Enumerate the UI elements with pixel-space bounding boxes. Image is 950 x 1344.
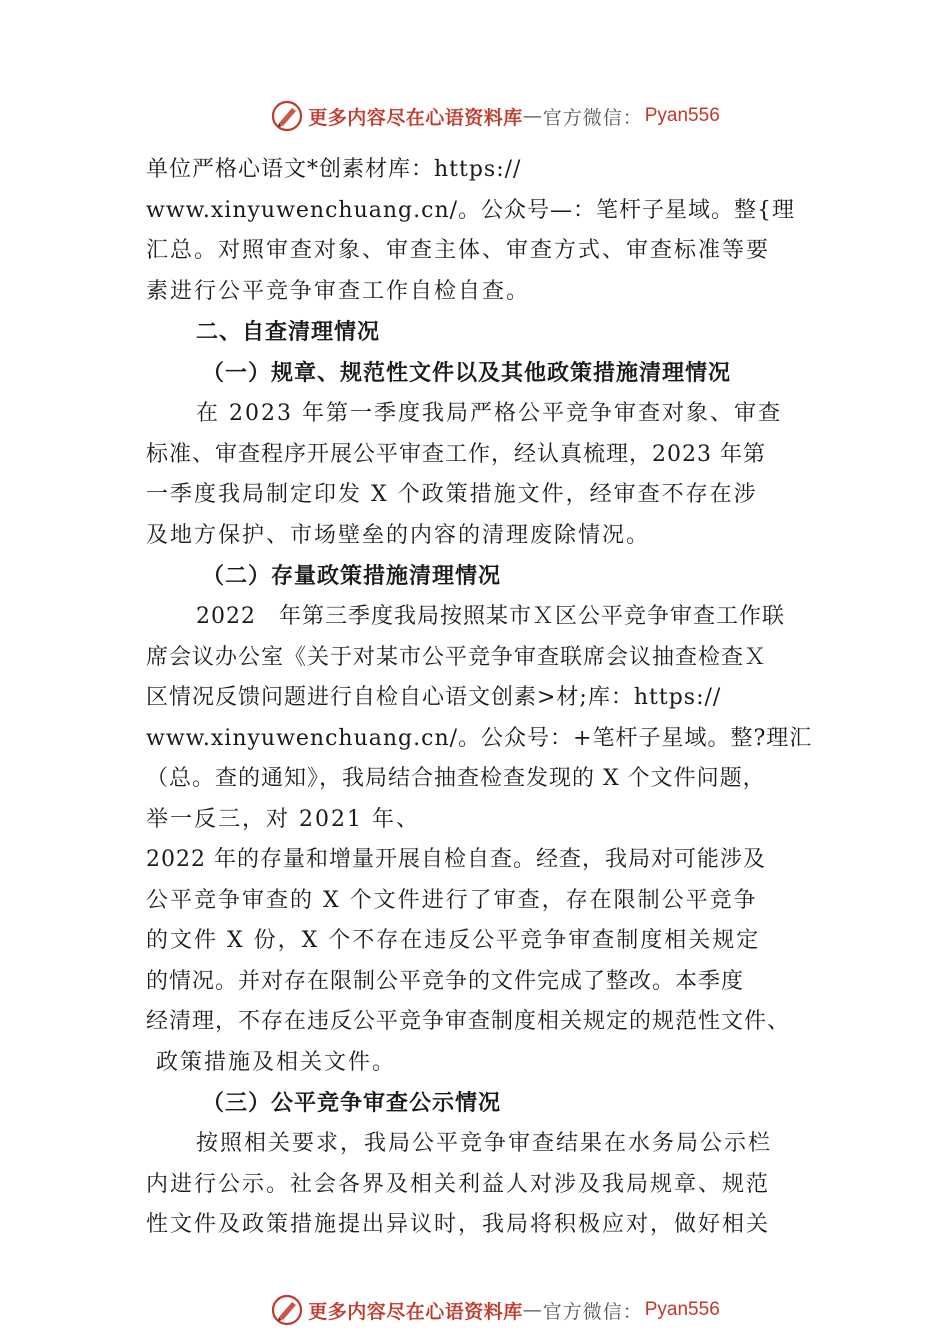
- body-line: 及地方保护、市场壁垒的内容的清理废除情况。: [146, 522, 651, 548]
- banner-wechat-id: Pyan556: [644, 1299, 720, 1320]
- subsection-heading: （二）存量政策措施清理情况: [202, 564, 502, 589]
- body-line: （总。查的通知》，我局结合抽查检查发现的 X 个文件问题，: [146, 766, 766, 791]
- body-line: 单位严格心语文*创素材库：https://: [146, 157, 522, 182]
- header-watermark-banner: [0, 96, 950, 136]
- body-line: 在 2023 年第一季度我局严格公平竞争审查对象、审查: [196, 401, 782, 426]
- body-line: 2022 年的存量和增量开展自检自查。经查，我局对可能涉及: [146, 847, 766, 872]
- body-line: 公平竞争审查的 X 个文件进行了审查，存在限制公平竞争: [146, 887, 758, 913]
- body-line: 席会议办公室《关于对某市公平竞争审查联席会议抽查检查Ｘ: [146, 644, 768, 670]
- banner-wechat-label: 官方微信：: [542, 1300, 643, 1323]
- body-line: 标准、审查程序开展公平审查工作，经认真梳理，2023 年第: [146, 441, 766, 467]
- body-line: 素进行公平竞争审查工作自检自查。: [146, 278, 531, 304]
- banner-brand-text: 更多内容尽在心语资料库: [308, 106, 523, 129]
- body-line: 按照相关要求，我局公平竞争审查结果在水务局公示栏: [196, 1131, 773, 1156]
- body-line: 一季度我局制定印发 X 个政策措施文件，经审查不存在涉: [146, 482, 758, 507]
- subsection-heading: （一）规章、规范性文件以及其他政策措施清理情况: [202, 361, 732, 386]
- body-line: 区情况反馈问题进行自检自心语文创素>材;库：https://: [146, 685, 722, 710]
- footer-watermark-banner: [0, 1290, 950, 1330]
- body-line: www.xinyuwenchuang.cn/。公众号—：笔杆子星域。整{理: [146, 197, 796, 223]
- body-line: 内进行公示。社会各界及相关利益人对涉及我局规章、规范: [146, 1171, 771, 1197]
- pen-logo-icon: [270, 1293, 304, 1327]
- banner-dash: —: [522, 1299, 543, 1321]
- body-line: www.xinyuwenchuang.cn/。公众号：+笔杆子星域。整?理汇: [146, 725, 813, 751]
- body-line: 政策措施及相关文件。: [156, 1049, 397, 1075]
- body-line: 举一反三，对 2021 年、: [146, 806, 420, 832]
- document-body: [146, 150, 836, 1246]
- section-heading: 二、自查清理情况: [196, 320, 381, 345]
- subsection-heading: （三）公平竞争审查公示情况: [202, 1091, 502, 1116]
- banner-dash: —: [522, 105, 543, 127]
- body-line: 汇总。对照审查对象、审查主体、审查方式、审查标准等要: [146, 238, 771, 263]
- banner-wechat-id: Pyan556: [644, 105, 720, 126]
- body-line: 2022 年第三季度我局按照某市Ｘ区公平竞争审查工作联: [196, 604, 785, 629]
- body-line: 的情况。并对存在限制公平竞争的文件完成了整改。本季度: [146, 968, 745, 994]
- body-line: 经清理，不存在违反公平竞争审查制度相关规定的规范性文件、: [146, 1009, 791, 1034]
- banner-wechat-label: 官方微信：: [542, 106, 643, 129]
- body-line: 性文件及政策措施提出异议时，我局将积极应对，做好相关: [146, 1212, 771, 1237]
- pen-logo-icon: [270, 99, 304, 133]
- body-line: 的文件 X 份，X 个不存在违反公平竞争审查制度相关规定: [146, 928, 761, 953]
- banner-brand-text: 更多内容尽在心语资料库: [308, 1300, 523, 1323]
